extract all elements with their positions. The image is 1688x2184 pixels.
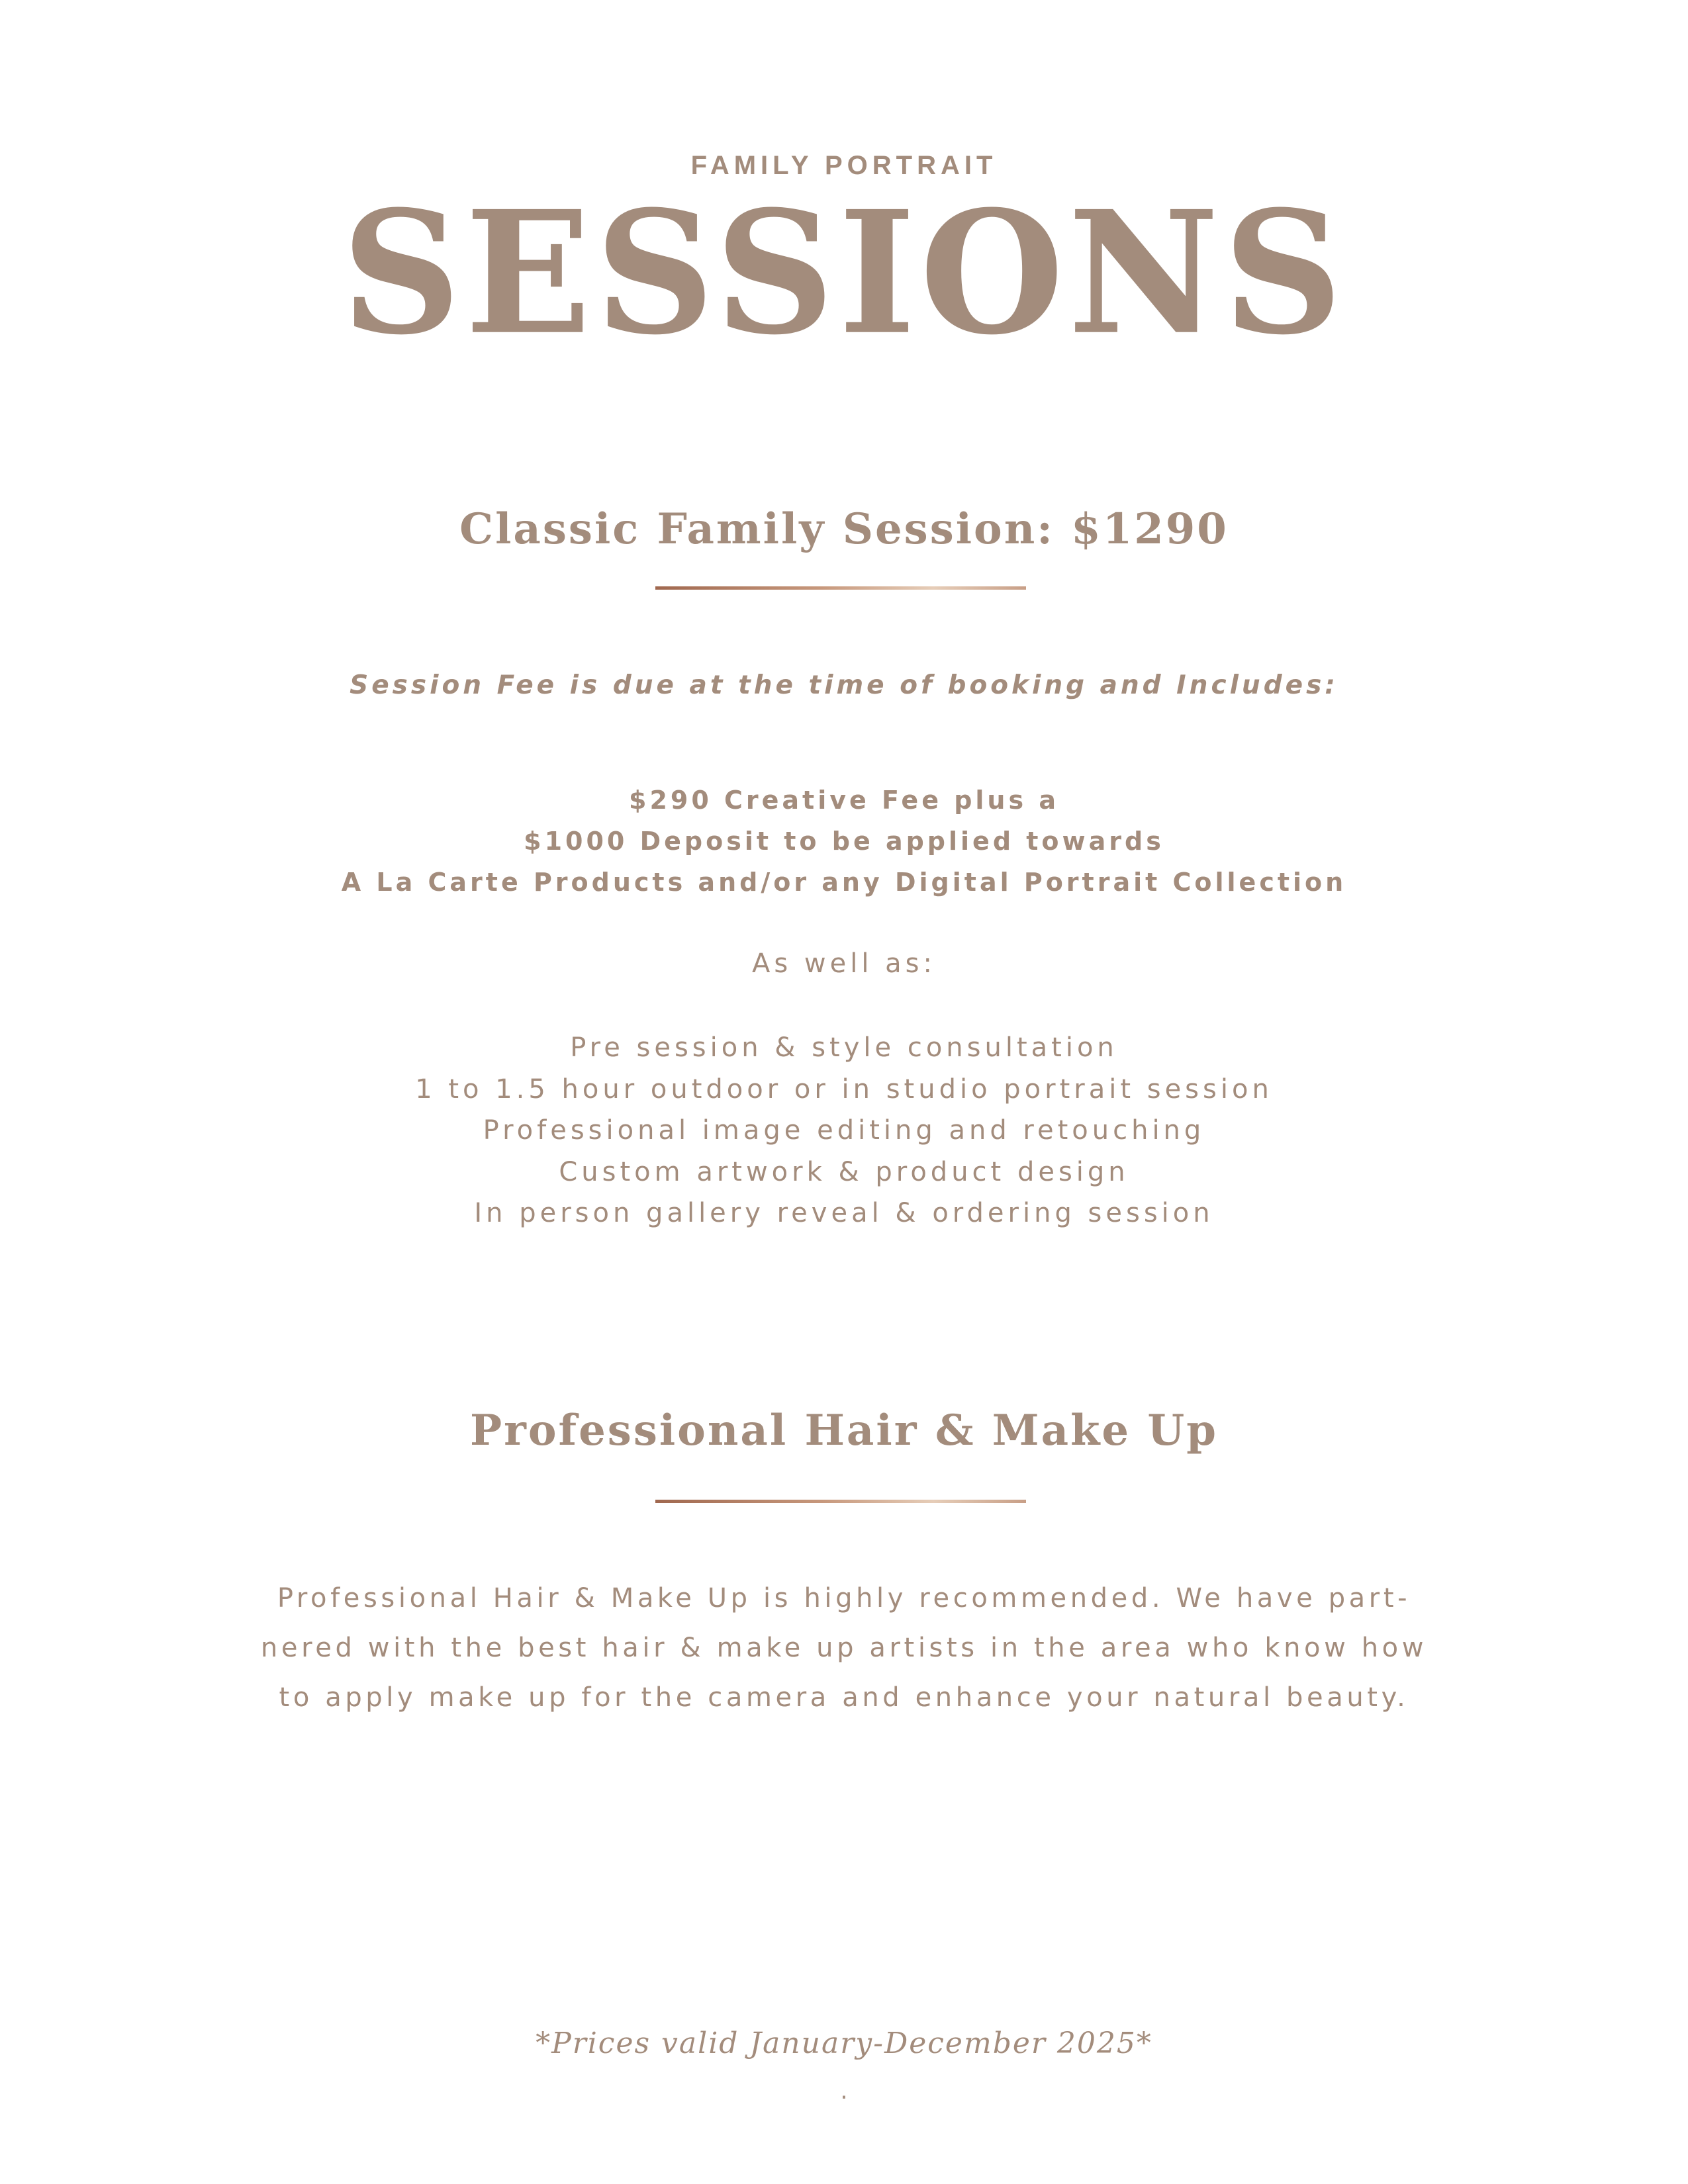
list-item: Custom artwork & product design xyxy=(559,1156,1129,1187)
eyebrow-label: FAMILY PORTRAIT xyxy=(690,151,998,180)
includes-list xyxy=(0,1027,1688,1234)
hair-makeup-paragraph xyxy=(146,1574,1542,1723)
page-title: SESSIONS xyxy=(341,173,1347,372)
fee-line: $1000 Deposit to be applied towards xyxy=(524,827,1164,856)
fee-details xyxy=(0,780,1688,903)
fee-line: A La Carte Products and/or any Digital Portrait Collection xyxy=(341,868,1347,897)
classic-session-title: Classic Family Session: $1290 xyxy=(459,504,1229,554)
footer-dot: . xyxy=(840,2077,848,2105)
divider-rule xyxy=(655,586,1026,590)
list-item: Professional image editing and retouching xyxy=(483,1115,1205,1146)
as-well-label: As well as: xyxy=(751,948,936,979)
fee-line: $290 Creative Fee plus a xyxy=(629,786,1059,815)
price-validity-note: *Prices valid January-December 2025* xyxy=(536,2026,1152,2060)
list-item: 1 to 1.5 hour outdoor or in studio portrait session xyxy=(415,1073,1273,1105)
paragraph-line: Professional Hair & Make Up is highly recommended. We have part- xyxy=(277,1583,1411,1614)
list-item: In person gallery reveal & ordering session xyxy=(474,1198,1214,1228)
paragraph-line: nered with the best hair & make up artists in the area who know how xyxy=(260,1633,1428,1663)
paragraph-line: to apply make up for the camera and enhance your natural beauty. xyxy=(279,1682,1409,1713)
fee-note: Session Fee is due at the time of booking and Includes: xyxy=(350,670,1338,700)
hair-makeup-title: Professional Hair & Make Up xyxy=(470,1406,1218,1455)
divider-rule xyxy=(655,1500,1026,1503)
list-item: Pre session & style consultation xyxy=(570,1032,1118,1063)
